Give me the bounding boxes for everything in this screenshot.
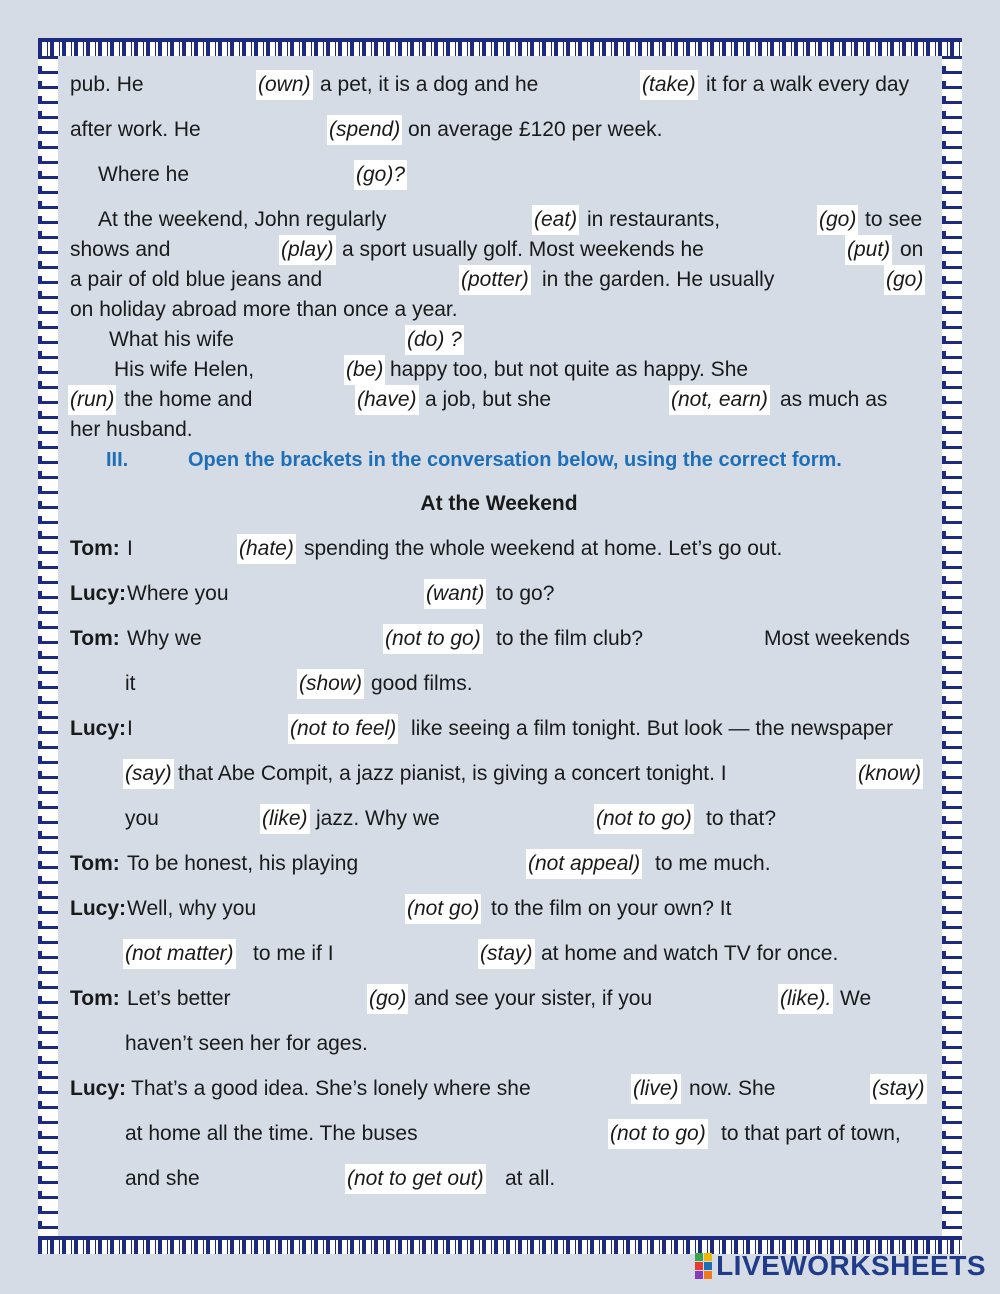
text: to go? (496, 582, 555, 605)
verb-blank[interactable]: (put) (845, 235, 892, 265)
verb-blank[interactable]: (go) (817, 205, 858, 235)
verb-blank[interactable]: (like). (778, 984, 833, 1014)
decorative-border-right (942, 56, 962, 1236)
speaker-label: Lucy: (70, 717, 127, 740)
text: a pair of old blue jeans and (70, 268, 323, 291)
text: to me much. (655, 852, 771, 875)
verb-blank[interactable]: (not, earn) (669, 385, 770, 415)
verb-blank[interactable]: (play) (279, 235, 336, 265)
text: a sport usually golf. Most weekends he (342, 238, 704, 261)
text: it (125, 672, 136, 695)
verb-blank[interactable]: (go) (367, 984, 408, 1014)
text: as much as (780, 388, 888, 411)
dialogue-title: At the Weekend (420, 492, 578, 515)
text: in the garden. He usually (542, 268, 775, 291)
verb-blank[interactable]: (go) (884, 265, 925, 295)
text: now. She (689, 1077, 776, 1100)
text: Where you (127, 582, 229, 605)
text: at all. (505, 1167, 556, 1190)
text: the home and (124, 388, 253, 411)
text: That’s a good idea. She’s lonely where she (131, 1077, 531, 1100)
verb-blank[interactable]: (not to feel) (288, 714, 398, 744)
text: to that? (706, 807, 777, 830)
text: in restaurants, (587, 208, 721, 231)
text: to me if I (253, 942, 334, 965)
verb-blank[interactable]: (go)? (354, 160, 407, 190)
text: I (127, 717, 133, 740)
text: a job, but she (425, 388, 552, 411)
text: jazz. Why we (316, 807, 440, 830)
decorative-border-top (38, 38, 962, 56)
verb-blank[interactable]: (not to go) (608, 1119, 708, 1149)
speaker-label: Tom: (70, 537, 120, 560)
text: at home all the time. The buses (125, 1122, 418, 1145)
text: His wife Helen, (114, 358, 255, 381)
text: At the weekend, John regularly (98, 208, 387, 231)
text: at home and watch TV for once. (541, 942, 839, 965)
text: We (840, 987, 872, 1010)
speaker-label: Lucy: (70, 1077, 127, 1100)
text: Where he (98, 163, 190, 186)
speaker-label: Tom: (70, 987, 120, 1010)
verb-blank[interactable]: (live) (631, 1074, 681, 1104)
verb-blank[interactable]: (not to go) (383, 624, 483, 654)
verb-blank[interactable]: (not appeal) (526, 849, 642, 879)
text: to see (865, 208, 923, 231)
text: What his wife (109, 328, 234, 351)
text: it for a walk every day (706, 73, 910, 96)
verb-blank[interactable]: (potter) (459, 265, 531, 295)
verb-blank[interactable]: (not go) (405, 894, 481, 924)
text: I (127, 537, 133, 560)
text: to the film on your own? It (491, 897, 732, 920)
text: haven’t seen her for ages. (125, 1032, 368, 1055)
text: on holiday abroad more than once a year. (70, 298, 458, 321)
text: Why we (127, 627, 202, 650)
section-instruction: Open the brackets in the conversation below, using the correct form. (188, 449, 842, 471)
speaker-label: Lucy: (70, 582, 127, 605)
text: To be honest, his playing (127, 852, 359, 875)
text: Let’s better (127, 987, 231, 1010)
logo-text: LIVEWORKSHEETS (716, 1250, 986, 1281)
text: to the film club? (496, 627, 644, 650)
verb-blank[interactable]: (know) (856, 759, 923, 789)
verb-blank[interactable]: (not matter) (123, 939, 236, 969)
verb-blank[interactable]: (want) (424, 579, 486, 609)
text: a pet, it is a dog and he (320, 73, 539, 96)
text: Well, why you (127, 897, 257, 920)
text: Most weekends (764, 627, 910, 650)
verb-blank[interactable]: (like) (260, 804, 310, 834)
verb-blank[interactable]: (not to go) (594, 804, 694, 834)
verb-blank[interactable]: (show) (297, 669, 364, 699)
verb-blank[interactable]: (own) (256, 70, 313, 100)
text: spending the whole weekend at home. Let’s go out. (304, 537, 783, 560)
verb-blank[interactable]: (not to get out) (345, 1164, 486, 1194)
section-number: III. (106, 449, 129, 471)
verb-blank[interactable]: (stay) (478, 939, 535, 969)
speaker-label: Tom: (70, 627, 120, 650)
text: like seeing a film tonight. But look — the newspaper (411, 717, 894, 740)
verb-blank[interactable]: (do) ? (405, 325, 464, 355)
verb-blank[interactable]: (say) (123, 759, 174, 789)
text: to that part of town, (721, 1122, 901, 1145)
speaker-label: Lucy: (70, 897, 127, 920)
text: after work. He (70, 118, 201, 141)
verb-blank[interactable]: (run) (68, 385, 116, 415)
text: shows and (70, 238, 171, 261)
text: that Abe Compit, a jazz pianist, is giving a concert tonight. I (178, 762, 727, 785)
text: happy too, but not quite as happy. She (390, 358, 749, 381)
speaker-label: Tom: (70, 852, 120, 875)
verb-blank[interactable]: (spend) (327, 115, 402, 145)
verb-blank[interactable]: (stay) (870, 1074, 927, 1104)
text: and she (125, 1167, 200, 1190)
text-line (70, 70, 144, 100)
text: on (900, 238, 924, 261)
text: pub. He (70, 73, 144, 96)
text: good films. (371, 672, 473, 695)
text: you (125, 807, 159, 830)
text: on average £120 per week. (408, 118, 663, 141)
liveworksheets-logo (695, 1250, 986, 1282)
verb-blank[interactable]: (eat) (532, 205, 579, 235)
liveworksheets-logo-icon (695, 1253, 712, 1279)
text: and see your sister, if you (414, 987, 653, 1010)
text: her husband. (70, 418, 193, 441)
verb-blank[interactable]: (be) (344, 355, 385, 385)
verb-blank[interactable]: (take) (640, 70, 698, 100)
verb-blank[interactable]: (have) (355, 385, 419, 415)
decorative-border-left (38, 56, 58, 1236)
verb-blank[interactable]: (hate) (237, 534, 296, 564)
